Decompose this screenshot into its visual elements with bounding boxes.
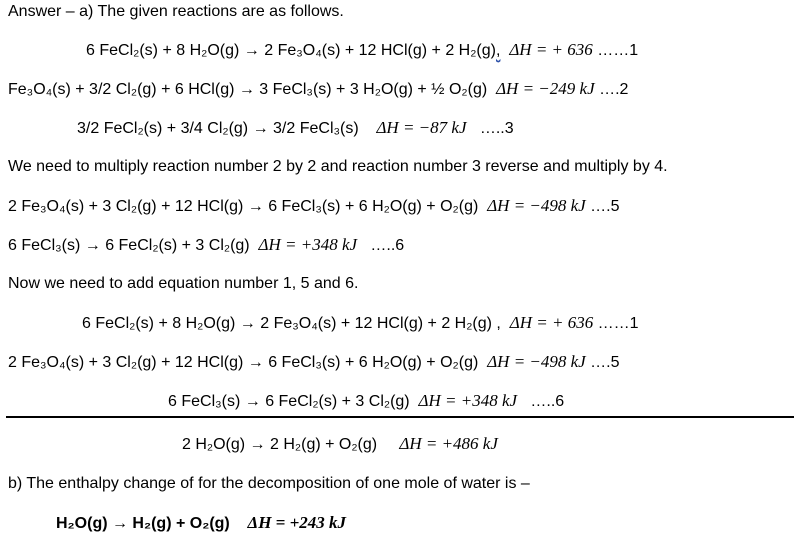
reaction-5-enthalpy: ΔH = −498 kJ xyxy=(487,196,586,215)
sum-reaction-5 xyxy=(8,352,620,373)
reaction-3-equation: 3/2 FeCl₂(s) + 3/4 Cl₂(g) → 3/2 FeCl₃(s) xyxy=(77,120,359,137)
net-reaction-enthalpy: ΔH = +486 kJ xyxy=(399,434,498,453)
sum-reaction-1-tag: ……1 xyxy=(593,315,639,332)
reaction-5-tag: ….5 xyxy=(585,198,620,215)
sum-reaction-6-equation: 6 FeCl₃(s) → 6 FeCl₂(s) + 3 Cl₂(g) xyxy=(168,393,410,410)
sum-reaction-6-tag: …..6 xyxy=(525,393,565,410)
part-b-text: b) The enthalpy change of for the decomposition of one mole of water is – xyxy=(8,475,530,492)
reaction-3 xyxy=(77,118,514,139)
sum-reaction-5-equation: 2 Fe₃O₄(s) + 3 Cl₂(g) + 12 HCl(g) → 6 FeCl₃(s) + 6 H₂O(g) + O₂(g) xyxy=(8,354,479,371)
reaction-1-separator: , xyxy=(495,42,501,59)
reaction-2-equation: Fe₃O₄(s) + 3/2 Cl₂(g) + 6 HCl(g) → 3 FeCl₃(s) + 3 H₂O(g) + ½ O₂(g) xyxy=(8,81,488,98)
net-reaction-equation: 2 H₂O(g) → 2 H₂(g) + O₂(g) xyxy=(182,436,378,453)
instruction-add: Now we need to add equation number 1, 5 and 6. xyxy=(8,275,359,292)
final-reaction xyxy=(56,513,346,534)
sum-reaction-1 xyxy=(82,313,639,334)
reaction-6-tag: …..6 xyxy=(365,237,405,254)
reaction-2 xyxy=(8,79,628,100)
summation-rule xyxy=(6,416,794,418)
net-reaction xyxy=(182,434,498,455)
reaction-5 xyxy=(8,196,620,217)
answer-heading: Answer – a) The given reactions are as follows. xyxy=(8,3,344,20)
reaction-3-enthalpy: ΔH = −87 kJ xyxy=(376,118,467,137)
reaction-2-enthalpy: ΔH = −249 kJ xyxy=(496,79,595,98)
reaction-6 xyxy=(8,235,404,256)
instruction-multiply: We need to multiply reaction number 2 by 2 and reaction number 3 reverse and multiply by 4. xyxy=(8,158,668,175)
reaction-5-equation: 2 Fe₃O₄(s) + 3 Cl₂(g) + 12 HCl(g) → 6 FeCl₃(s) + 6 H₂O(g) + O₂(g) xyxy=(8,198,479,215)
reaction-6-equation: 6 FeCl₃(s) → 6 FeCl₂(s) + 3 Cl₂(g) xyxy=(8,237,250,254)
sum-reaction-6-enthalpy: ΔH = +348 kJ xyxy=(418,391,518,410)
sum-reaction-5-enthalpy: ΔH = −498 kJ xyxy=(487,352,586,371)
sum-reaction-6 xyxy=(168,391,564,412)
reaction-1-equation: 6 FeCl₂(s) + 8 H₂O(g) → 2 Fe₃O₄(s) + 12 HCl(g) + 2 H₂(g) xyxy=(86,42,496,59)
reaction-6-enthalpy: ΔH = +348 kJ xyxy=(258,235,358,254)
final-reaction-equation: H₂O(g) → H₂(g) + O₂(g) xyxy=(56,515,230,532)
reaction-1-enthalpy: ΔH = + 636 xyxy=(509,40,593,59)
sum-reaction-1-enthalpy: ΔH = + 636 xyxy=(509,313,594,332)
reaction-1 xyxy=(86,40,638,61)
reaction-2-tag: ….2 xyxy=(594,81,629,98)
reaction-1-tag: ……1 xyxy=(592,42,639,59)
reaction-3-tag: …..3 xyxy=(475,120,514,137)
sum-reaction-5-tag: ….5 xyxy=(585,354,620,371)
final-reaction-enthalpy: ΔH = +243 kJ xyxy=(247,513,347,532)
sum-reaction-1-equation: 6 FeCl₂(s) + 8 H₂O(g) → 2 Fe₃O₄(s) + 12 HCl(g) + 2 H₂(g) , xyxy=(82,315,501,332)
